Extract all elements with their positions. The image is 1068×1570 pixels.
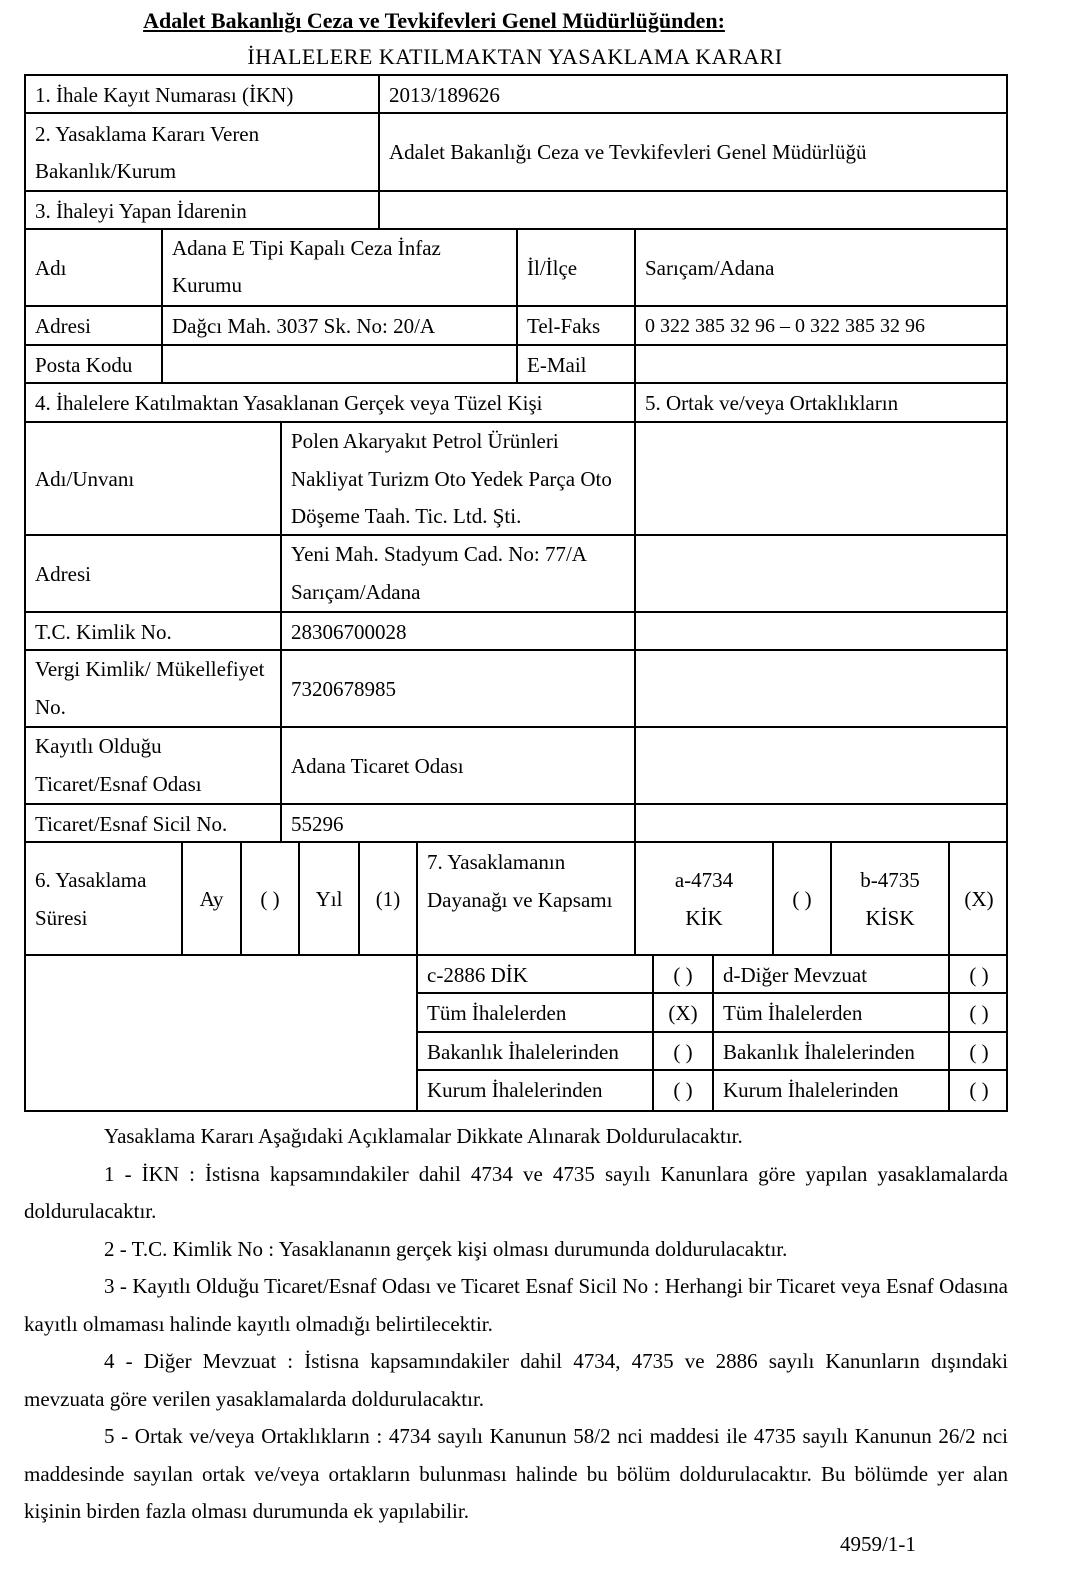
basis-d-mark: ( ) (950, 956, 1008, 994)
tc-value: 28306700028 (282, 613, 636, 651)
admin-name-label: Adı (26, 230, 163, 307)
tax-label: Vergi Kimlik/ Mükellefiyet No. (26, 651, 282, 728)
scope-all-d-mark: ( ) (950, 994, 1008, 1033)
scope-inst-d-label: Kurum İhalelerinden (714, 1071, 950, 1110)
chamber-label: Kayıtlı Olduğu Ticaret/Esnaf Odası (26, 728, 282, 805)
instruction-5: 5 - Ortak ve/veya Ortaklıkların : 4734 sayılı Kanunun 58/2 nci maddesi ile 4735 sayılı Kanunun 26/2 nci maddesinde sayılan ortak ve/veya ortakların bulunması halinde bu bölüm doldurulacaktır. Bu bölümde yer alan kişinin birden fazla olması durumunda ek yapılabilir. (24, 1424, 1008, 1523)
scope-inst-c-label: Kurum İhalelerinden (418, 1071, 654, 1110)
admin-city-value: Sarıçam/Adana (636, 230, 1008, 307)
banned-address-label: Adresi (26, 536, 282, 613)
scope-ministry-c-mark: ( ) (654, 1033, 714, 1071)
issuer-label: 2. Yasaklama Kararı Veren Bakanlık/Kurum (26, 114, 380, 192)
scope-ministry-d-mark: ( ) (950, 1033, 1008, 1071)
admin-address-label: Adresi (26, 307, 163, 346)
page-number: 4959/1-1 (840, 1532, 916, 1556)
registry-label: Ticaret/Esnaf Sicil No. (26, 805, 282, 843)
instruction-4: 4 - Diğer Mevzuat : İstisna kapsamındakiler dahil 4734, 4735 ve 2886 sayılı Kanunların dışındaki mevzuata göre verilen yasaklamalarda doldurulacaktır. (24, 1349, 1008, 1411)
admin-address-value: Dağcı Mah. 3037 Sk. No: 20/A (163, 307, 518, 346)
partner-registry-cell (636, 805, 1008, 843)
document-title: İHALELERE KATILMAKTAN YASAKLAMA KARARI (247, 44, 783, 69)
authority-heading: Adalet Bakanlığı Ceza ve Tevkifevleri Genel Müdürlüğünden: (143, 8, 725, 33)
year-label: Yıl (300, 843, 360, 956)
admin-section-empty (380, 192, 1008, 230)
scope-ministry-c-label: Bakanlık İhalelerinden (418, 1033, 654, 1071)
tc-label: T.C. Kimlik No. (26, 613, 282, 651)
banned-address-value: Yeni Mah. Stadyum Cad. No: 77/A Sarıçam/Adana (282, 536, 636, 613)
partners-section-label: 5. Ortak ve/veya Ortaklıkların (636, 384, 1008, 423)
partner-tax-cell (636, 651, 1008, 728)
blank-area (26, 956, 418, 1110)
basis-a-mark: ( ) (774, 843, 832, 956)
banned-name-value: Polen Akaryakıt Petrol Ürünleri Nakliyat Turizm Oto Yedek Parça Oto Döşeme Taah. Tic. Ltd. Şti. (282, 423, 636, 536)
scope-all-c-label: Tüm İhalelerden (418, 994, 654, 1033)
scope-ministry-d-label: Bakanlık İhalelerinden (714, 1033, 950, 1071)
scope-all-c-mark: (X) (654, 994, 714, 1033)
instructions-intro: Yasaklama Kararı Aşağıdaki Açıklamalar Dikkate Alınarak Doldurulacaktır. (104, 1124, 743, 1148)
issuer-value: Adalet Bakanlığı Ceza ve Tevkifevleri Genel Müdürlüğü (380, 114, 1008, 192)
banned-name-label: Adı/Unvanı (26, 423, 282, 536)
duration-label: 6. Yasaklama Süresi (26, 843, 183, 956)
admin-name-value: Adana E Tipi Kapalı Ceza İnfaz Kurumu (163, 230, 518, 307)
basis-label: 7. Yasaklamanın Dayanağı ve Kapsamı (418, 843, 636, 956)
partner-chamber-cell (636, 728, 1008, 805)
instruction-3: 3 - Kayıtlı Olduğu Ticaret/Esnaf Odası ve Ticaret Esnaf Sicil No : Herhangi bir Ticaret veya Esnaf Odasına kayıtlı olmaması halinde kayıtlı olmadığı belirtilecektir. (24, 1274, 1008, 1336)
instruction-1: 1 - İKN : İstisna kapsamındakiler dahil 4734 ve 4735 sayılı Kanunlara göre yapılan yasaklamalarda doldurulacaktır. (24, 1161, 1008, 1223)
admin-city-label: İl/İlçe (518, 230, 636, 307)
instructions (24, 1118, 1008, 1531)
ikn-value: 2013/189626 (380, 76, 1008, 114)
partner-tc-cell (636, 613, 1008, 651)
admin-email-value (636, 346, 1008, 384)
admin-email-label: E-Mail (518, 346, 636, 384)
banned-section-label: 4. İhalelere Katılmaktan Yasaklanan Gerçek veya Tüzel Kişi (26, 384, 636, 423)
basis-c-mark: ( ) (654, 956, 714, 994)
basis-d-label: d-Diğer Mevzuat (714, 956, 950, 994)
admin-section-label: 3. İhaleyi Yapan İdarenin (26, 192, 380, 230)
ikn-label: 1. İhale Kayıt Numarası (İKN) (26, 76, 380, 114)
scope-inst-d-mark: ( ) (969, 1078, 989, 1102)
scope-all-d-label: Tüm İhalelerden (714, 994, 950, 1033)
chamber-value: Adana Ticaret Odası (282, 728, 636, 805)
partner-address-cell (636, 536, 1008, 613)
basis-c-label: c-2886 DİK (418, 956, 654, 994)
ban-decision-form (24, 74, 1008, 1112)
instruction-2: 2 - T.C. Kimlik No : Yasaklananın gerçek kişi olması durumunda doldurulacaktır. (104, 1236, 788, 1261)
basis-b-label: b-4735 KİSK (832, 843, 950, 956)
admin-phone-label: Tel-Faks (518, 307, 636, 346)
year-value: (1) (360, 843, 418, 956)
tax-value: 7320678985 (282, 651, 636, 728)
admin-postal-value (163, 346, 518, 384)
basis-b-mark: (X) (950, 843, 1008, 956)
scope-inst-c-mark: ( ) (654, 1071, 714, 1110)
month-value: ( ) (242, 843, 300, 956)
basis-a-label: a-4734 KİK (636, 843, 774, 956)
partner-name-cell (636, 423, 1008, 536)
admin-phone-value: 0 322 385 32 96 – 0 322 385 32 96 (636, 307, 1008, 346)
month-label: Ay (183, 843, 242, 956)
registry-value: 55296 (282, 805, 636, 843)
admin-postal-label: Posta Kodu (26, 346, 163, 384)
